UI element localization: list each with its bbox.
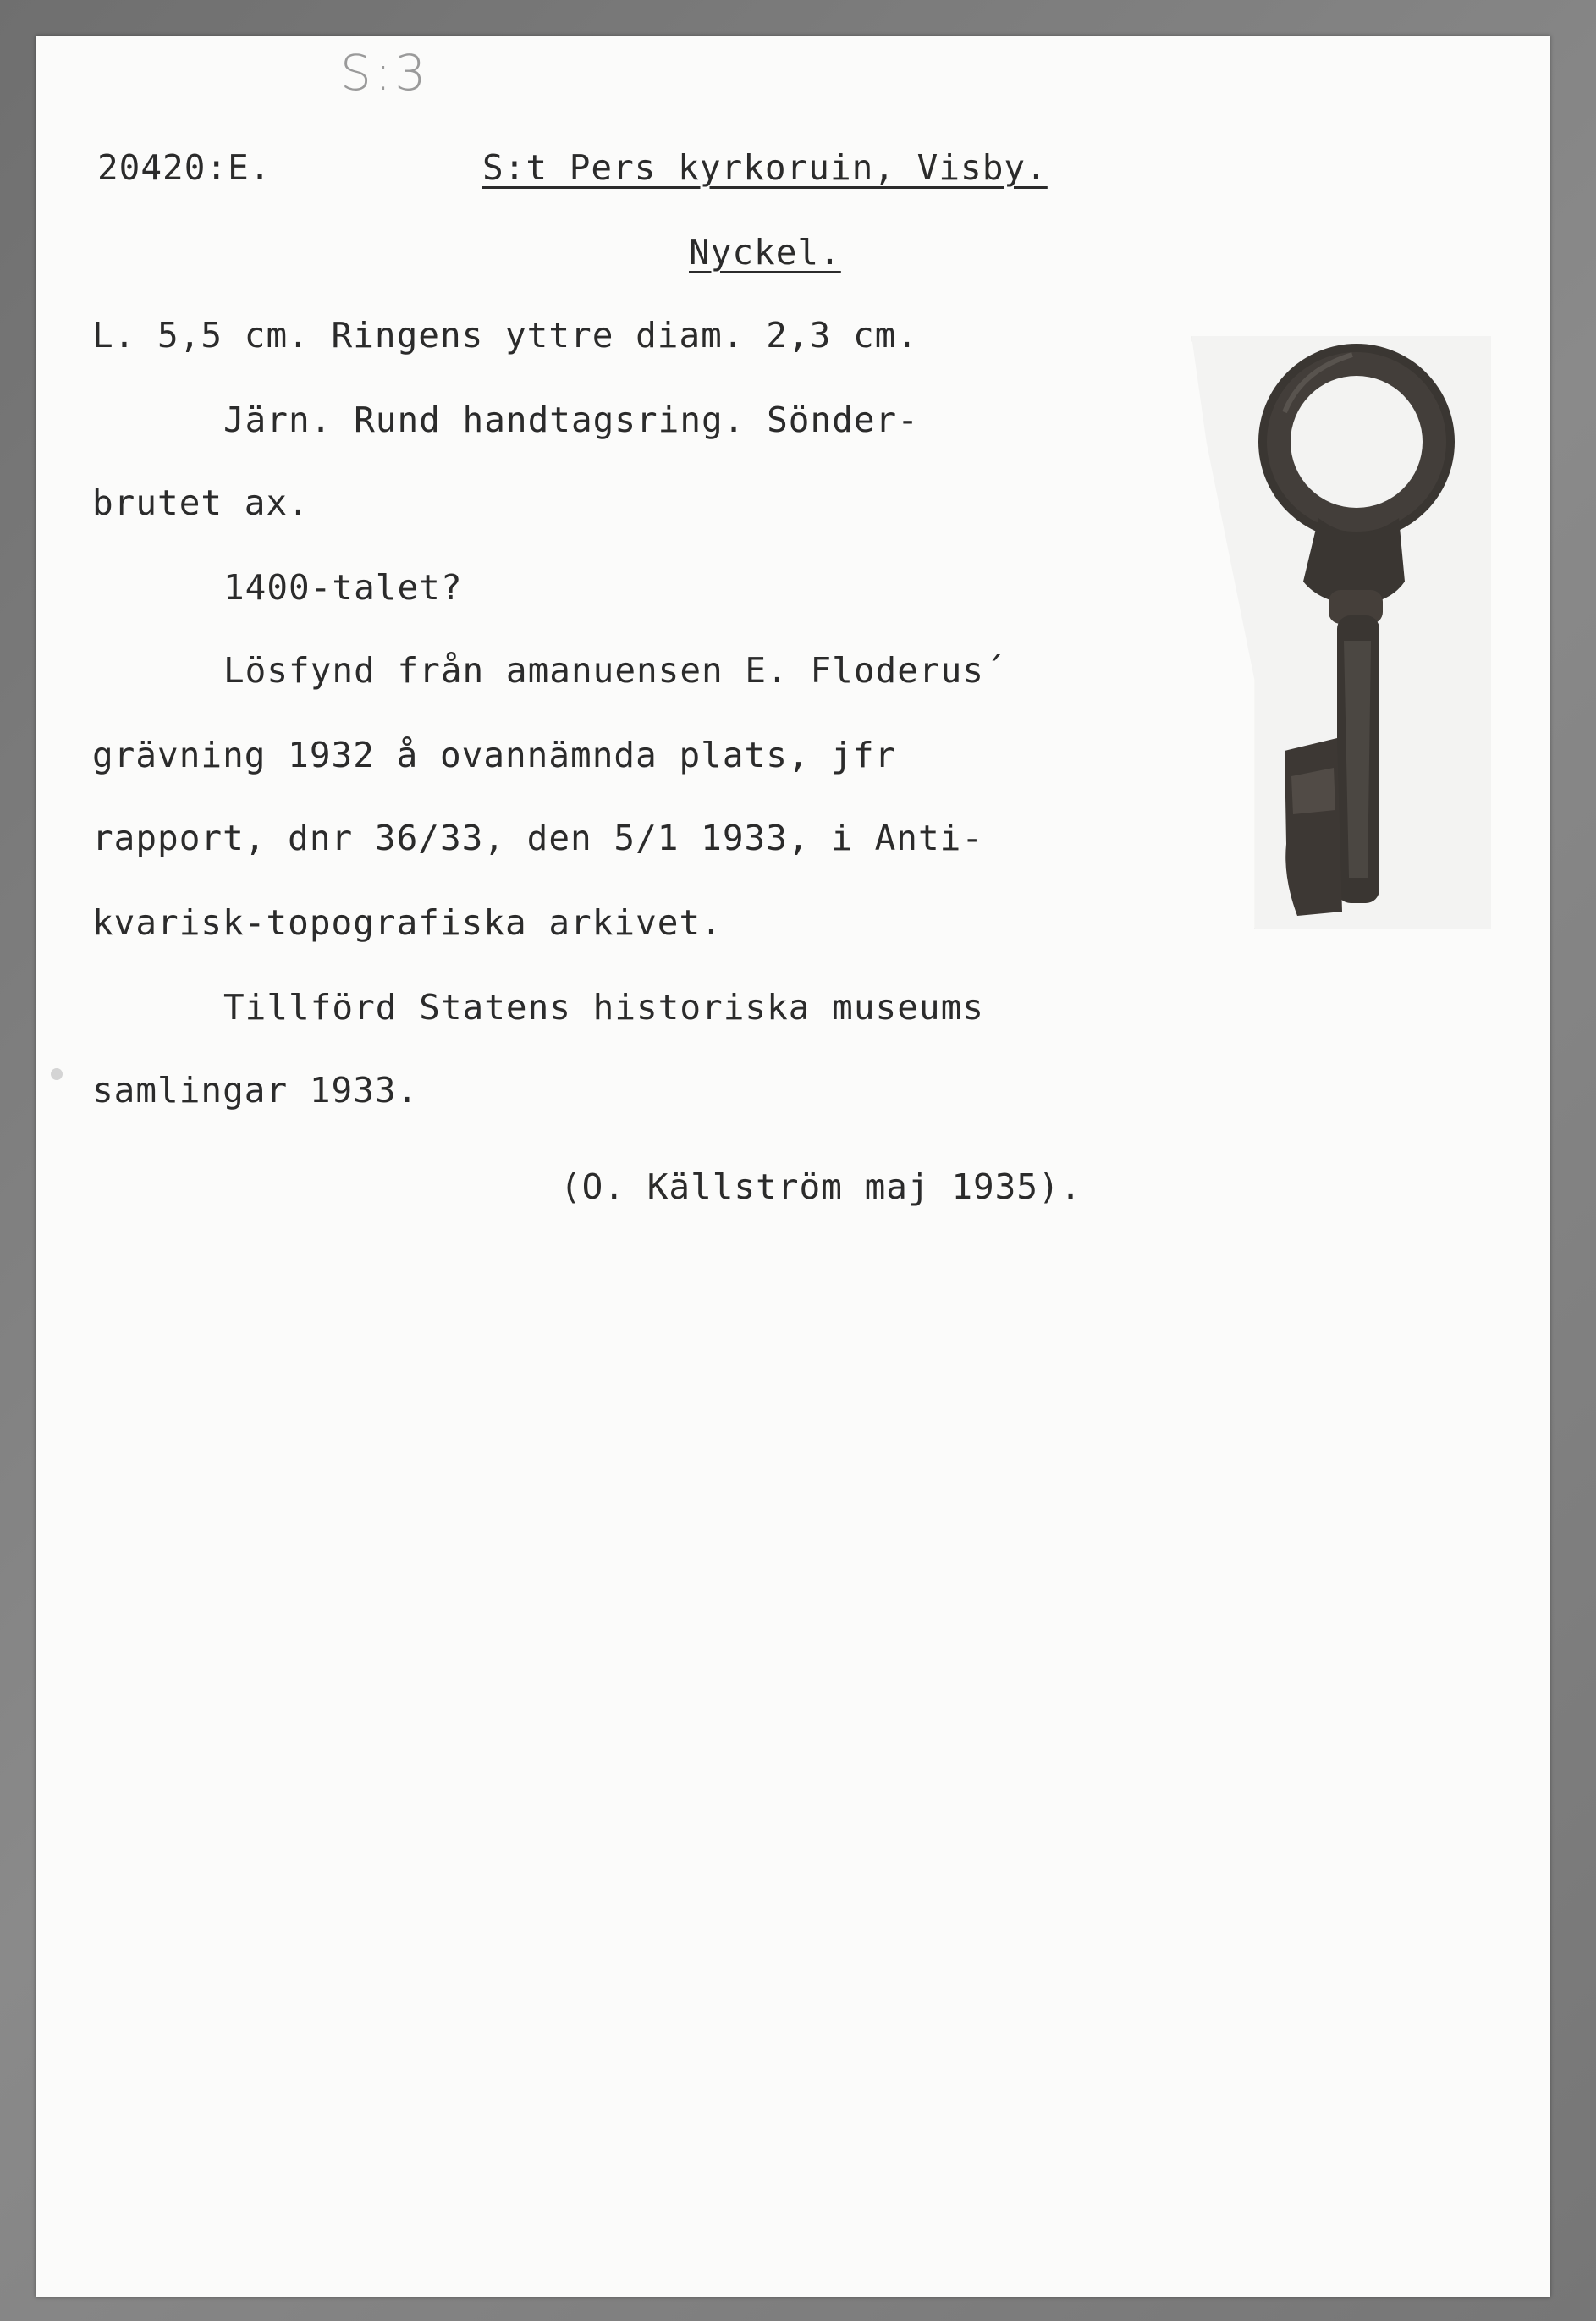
text-line-1: L. 5,5 cm. Ringens yttre diam. 2,3 cm. <box>92 315 918 356</box>
text-line-7: rapport, dnr 36/33, den 5/1 1933, i Anti- <box>92 818 984 858</box>
text-line-3: brutet ax. <box>92 482 310 523</box>
text-line-6: grävning 1932 å ovannämnda plats, jfr <box>92 735 897 775</box>
catalog-card <box>36 36 1550 2297</box>
key-photograph <box>1191 336 1491 929</box>
text-line-10: samlingar 1933. <box>92 1070 419 1111</box>
text-line-8: kvarisk-topografiska arkivet. <box>92 902 723 943</box>
catalog-number: 20420:E. <box>97 147 272 188</box>
text-line-2: Järn. Rund handtagsring. Sönder- <box>223 400 919 440</box>
signature: (O. Källström maj 1935). <box>560 1166 1082 1207</box>
object-name: Nyckel. <box>689 232 841 273</box>
paper-speck <box>51 1068 63 1080</box>
text-line-4: 1400-talet? <box>223 567 463 608</box>
key-photo-icon <box>1191 336 1491 929</box>
text-line-9: Tillförd Statens historiska museums <box>223 987 984 1028</box>
handwritten-note: S:3 <box>340 44 430 102</box>
site-heading: S:t Pers kyrkoruin, Visby. <box>482 147 1048 188</box>
text-line-5: Lösfynd från amanuensen E. Floderus´ <box>223 650 1006 691</box>
